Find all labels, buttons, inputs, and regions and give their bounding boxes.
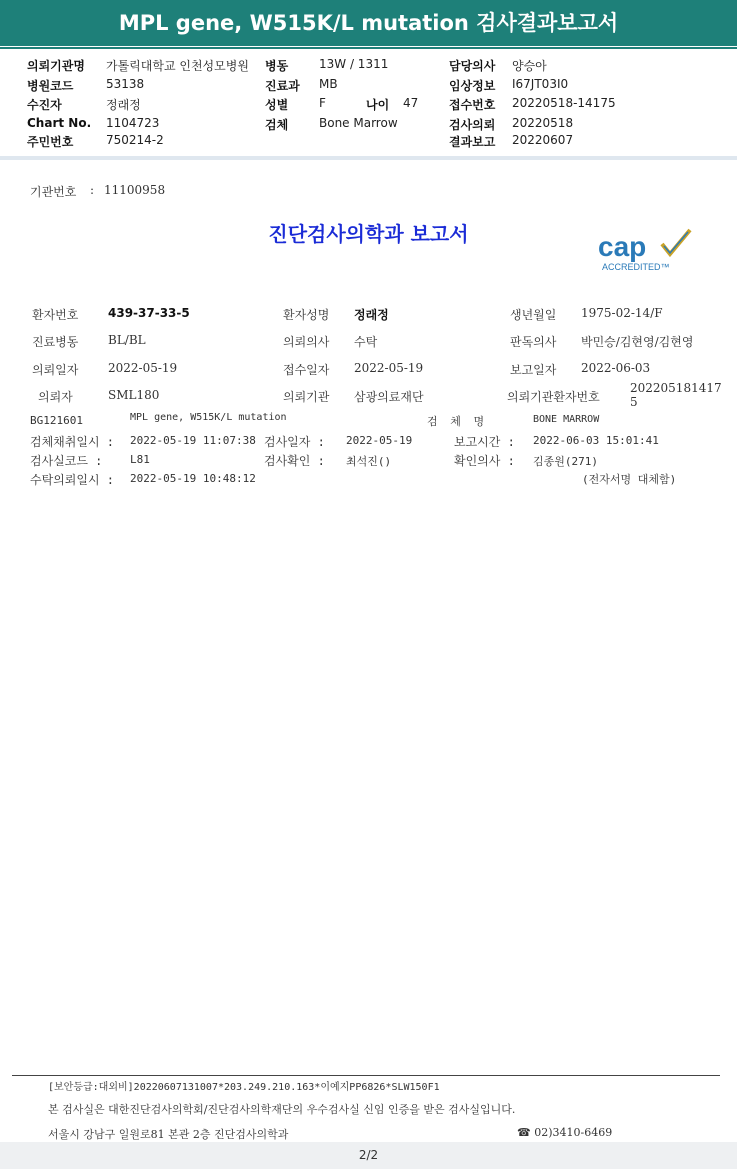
- label-collection-time: 검체채취일시 :: [30, 435, 115, 449]
- label-confirm-doctor: 확인의사 :: [454, 454, 515, 468]
- label-request-date: 의뢰일자: [32, 363, 79, 377]
- value-requesting-doctor: 수탁: [354, 335, 378, 349]
- cap-accredited-logo: [596, 226, 696, 274]
- label-report-date: 보고일자: [510, 363, 557, 377]
- label-test-date: 검사일자 :: [264, 435, 325, 449]
- electronic-signature-note: (전자서명 대체함): [582, 473, 677, 486]
- label-resident-number: 주민번호: [27, 135, 74, 149]
- test-code: BG121601: [30, 414, 83, 427]
- test-name: MPL gene, W515K/L mutation: [130, 412, 287, 423]
- label-clinical-info: 임상정보: [449, 79, 496, 93]
- value-sex: F: [319, 96, 326, 110]
- specimen-name-value: BONE MARROW: [533, 414, 600, 425]
- value-test-confirm: 최석진(): [346, 455, 392, 468]
- label-patient-number: 환자번호: [32, 308, 79, 322]
- label-receipt-date: 접수일자: [283, 363, 330, 377]
- label-requesting-doctor: 의뢰의사: [283, 335, 330, 349]
- value-ward: 13W / 1311: [319, 57, 389, 71]
- lab-address: 서울시 강남구 일원로81 본관 2층 진단검사의학과: [48, 1128, 289, 1141]
- accreditation-statement: 본 검사실은 대한진단검사의학회/진단검사의학재단의 우수검사실 신임 인증을 받은 검사실입니다.: [48, 1103, 516, 1116]
- value-hospital-code: 53138: [106, 77, 145, 91]
- cap-logo-subtext: ACCREDITED™: [602, 262, 670, 272]
- label-reading-doctor: 판독의사: [510, 335, 557, 349]
- value-patient-number: 439-37-33-5: [108, 306, 190, 320]
- value-resident-number: 750214-2: [106, 133, 164, 147]
- value-age: 47: [403, 96, 419, 110]
- value-org-patient-number: 202205181417: [630, 381, 722, 395]
- label-requesting-org: 의뢰기관: [283, 390, 330, 404]
- value-specimen: Bone Marrow: [319, 116, 398, 130]
- value-requester: SML180: [108, 388, 160, 402]
- label-lab-code: 검사실코드 :: [30, 454, 103, 468]
- value-requesting-org: 삼광의료재단: [354, 390, 424, 404]
- label-age: 나이: [366, 98, 390, 112]
- cap-logo-icon: [596, 226, 696, 274]
- label-test-confirm: 검사확인 :: [264, 454, 325, 468]
- value-reading-doctor: 박민승/김현영/김현영: [581, 335, 694, 349]
- security-line: [보안등급:대외비]20220607131007*203.249.210.163*이예지PP6826*SLW150F1: [48, 1082, 440, 1093]
- value-report-time: 2022-06-03 15:01:41: [533, 434, 659, 447]
- value-request-date: 2022-05-19: [108, 361, 178, 375]
- banner-divider: [0, 47, 737, 49]
- value-test-date: 2022-05-19: [346, 434, 413, 447]
- label-consign-time: 수탁의뢰일시 :: [30, 473, 115, 487]
- value-org-patient-number-cont: 5: [630, 395, 638, 409]
- value-department: MB: [319, 77, 338, 91]
- label-chart-no: Chart No.: [27, 116, 92, 130]
- institution-number-value: 11100958: [104, 183, 166, 197]
- label-clinic-ward: 진료병동: [32, 335, 79, 349]
- value-consign-time: 2022-05-19 10:48:12: [130, 472, 256, 485]
- lab-phone: ☎ 02)3410-6469: [517, 1126, 613, 1139]
- institution-number-label: 기관번호: [30, 185, 77, 199]
- label-ward: 병동: [265, 59, 289, 73]
- label-patient: 수진자: [27, 98, 62, 112]
- label-receipt-number: 접수번호: [449, 98, 496, 112]
- value-receipt-number: 20220518-14175: [512, 96, 616, 110]
- header-separator: [0, 156, 737, 160]
- label-hospital-code: 병원코드: [27, 79, 74, 93]
- label-report-time: 보고시간 :: [454, 435, 515, 449]
- value-chart-no: 1104723: [106, 116, 160, 130]
- value-clinic-ward: BL/BL: [108, 333, 146, 347]
- label-birth-date: 생년월일: [510, 308, 557, 322]
- value-lab-code: L81: [130, 453, 150, 466]
- label-attending-doctor: 담당의사: [449, 59, 496, 73]
- institution-number-colon: :: [90, 183, 95, 197]
- value-test-request: 20220518: [512, 116, 574, 130]
- label-sex: 성별: [265, 98, 289, 112]
- value-attending-doctor: 양승아: [512, 59, 547, 73]
- value-confirm-doctor: 김종원(271): [533, 455, 598, 468]
- value-collection-time: 2022-05-19 11:07:38: [130, 434, 256, 447]
- value-patient-name: 정래정: [354, 308, 389, 322]
- value-clinical-info: I67JT03I0: [512, 77, 569, 91]
- value-birth-date: 1975-02-14/F: [581, 306, 663, 320]
- cap-logo-text: cap: [598, 231, 647, 262]
- label-test-request: 검사의뢰: [449, 118, 496, 132]
- label-result-report: 결과보고: [449, 135, 496, 149]
- label-requesting-institution: 의뢰기관명: [27, 59, 85, 73]
- footer-top-rule: [12, 1075, 720, 1076]
- label-org-patient-number: 의뢰기관환자번호: [507, 390, 600, 404]
- label-specimen: 검체: [265, 118, 289, 132]
- value-report-date: 2022-06-03: [581, 361, 651, 375]
- label-requester: 의뢰자: [38, 390, 73, 404]
- value-requesting-institution: 가톨릭대학교 인천성모병원: [106, 59, 249, 73]
- label-department: 진료과: [265, 79, 300, 93]
- specimen-name-label: 검 체 명: [427, 415, 488, 428]
- value-result-report: 20220607: [512, 133, 574, 147]
- report-banner-title: MPL gene, W515K/L mutation 검사결과보고서: [0, 0, 737, 46]
- value-patient: 정래정: [106, 98, 141, 112]
- report-title: 진단검사의학과 보고서: [268, 222, 469, 246]
- value-receipt-date: 2022-05-19: [354, 361, 424, 375]
- page-number: 2/2: [358, 1148, 379, 1162]
- label-patient-name: 환자성명: [283, 308, 330, 322]
